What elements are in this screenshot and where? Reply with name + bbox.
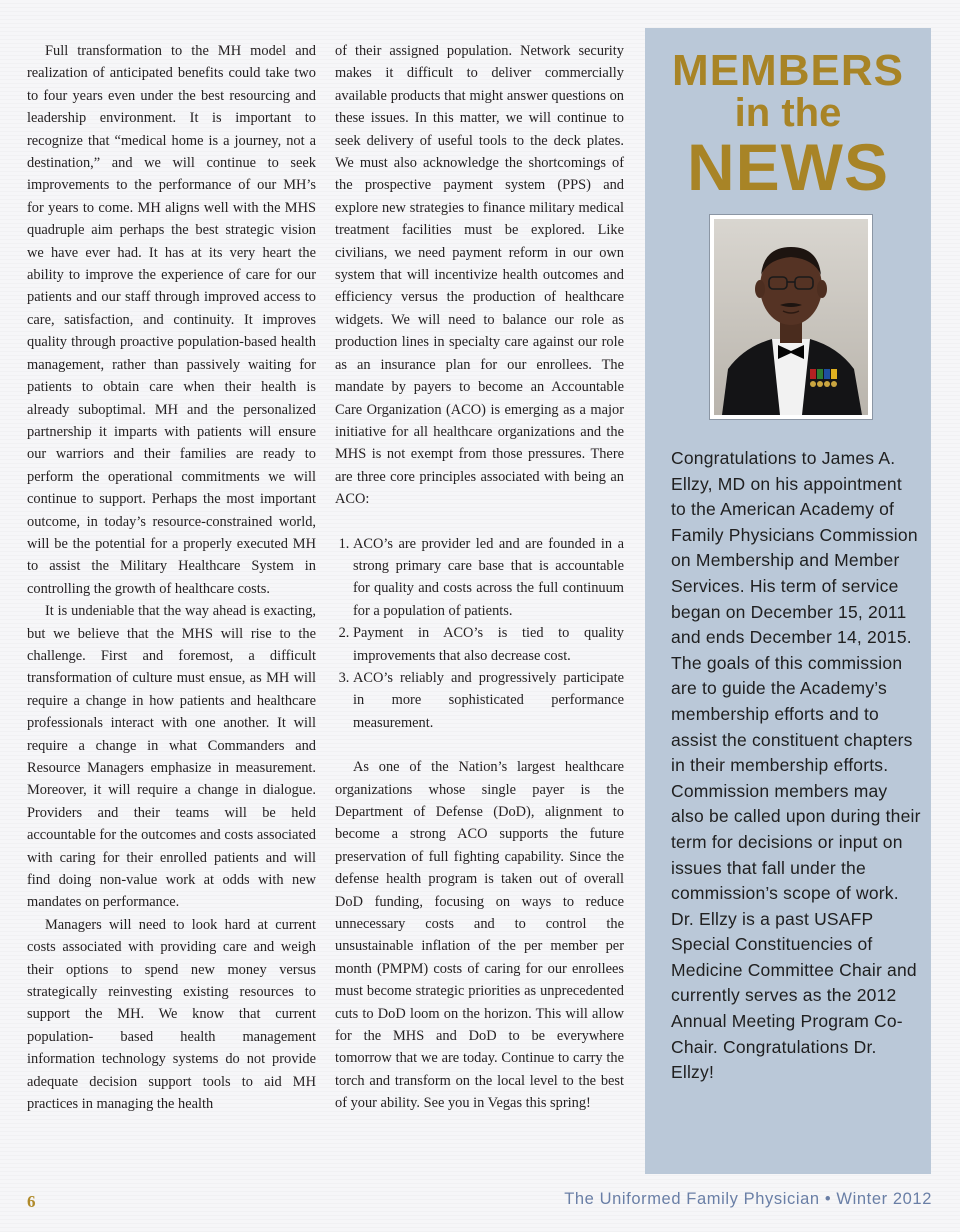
masthead-line-news: NEWS <box>687 130 889 204</box>
article-paragraph: As one of the Nation’s largest healthcare organizations whose single payer is the Department of Defense (DoD), alignment to become a strong ACO supports the future preservation of full fighting capability. Since the defense health program is taken out of overall DoD funding, focusing on ways to reduce unnecessary costs and to control the unsustainable inflation of the per member per month (PMPM) costs of caring for our enrollees must become strategic priorities as unprecedented cuts to DoD loom on the horizon. This will allow for the MHS and DoD to be everywhere tomorrow that we are today. Continue to carry the torch and transform on the local level to the best of your ability. See you in Vegas this spring! <box>335 759 624 1112</box>
masthead-line-in-the: in the <box>734 91 842 135</box>
article-paragraph: Full transformation to the MH model and realization of anticipated benefits could take two to four years even under the best resourcing and leadership environment. It is important to recognize that “medical home is a journey, not a destination,” and we will continue to seek improvements to the performance of our MH’s for years to come. MH aligns well with the MHS quadruple aim perhaps the best strategic vision we have ever had. It has at its very heart the ability to improve the experience of care for our patients and our staff through improved access to care, satisfaction, and continuity. It improves quality through proactive population-based health management, rather than passively waiting for patients to obtain care when their health is already suboptimal. MH and the personalized partnership it imparts with patients will ensure our warriors and their families are ready to perform the operational commitments we will continue to support. Perhaps the most important outcome, in today’s resource-constrained world, will be the potential for a properly executed MH to assist the Military Healthcare System in controlling the growth of healthcare costs. <box>27 43 316 597</box>
members-in-the-news-sidebar <box>645 28 931 1174</box>
list-item: 2. Payment in ACO’s is tied to quality improvements that also decrease cost. <box>353 622 624 667</box>
publication-footer: The Uniformed Family Physician • Winter 2012 <box>564 1190 932 1208</box>
article-column-2 <box>335 40 624 1115</box>
portrait-photo <box>709 214 873 420</box>
list-item: 3. ACO’s reliably and progressively participate in more sophisticated performance measurement. <box>353 667 624 734</box>
masthead-line-members: MEMBERS <box>672 46 904 95</box>
article-paragraph: It is undeniable that the way ahead is exacting, but we believe that the MHS will rise to the challenge. First and foremost, a difficult transformation of culture must ensue, as MH will require a change in how patients and healthcare professionals interact with one another. It will require a change in what Commanders and Resource Managers emphasize in measurement. Moreover, it will require a change in dialogue. Providers and their teams will be held accountable for the outcomes and costs associated with caring for their enrolled patients and will find doing non-value work at odds with new mandates on performance. <box>27 603 316 911</box>
paragraph-spacer <box>335 734 624 756</box>
aco-principles-list <box>335 533 624 735</box>
article-paragraph: of their assigned population. Network security makes it difficult to deliver commercially available products that might answer questions on these issues. In this matter, we will continue to seek delivery of useful tools to the deck plates. We must also acknowledge the shortcomings of the prospective payment system (PPS) and explore new strategies to finance military medical treatment facilities must be explored. Like civilians, we need payment reform in our own system that will incentivize health outcomes and efficiency versus the production of healthcare widgets. We will need to balance our role as production lines in specialty care against our role as an insurance plan for our enrollees. The mandate by payers to become an Accountable Care Organization (ACO) is emerging as a major initiative for all healthcare organizations and the MHS is not exempt from those pressures. There are three core principles associated with being an ACO: <box>335 43 624 508</box>
list-item: 1. ACO’s are provider led and are founded in a strong primary care base that is accountable for quality and costs across the full continuum for a population of patients. <box>353 533 624 623</box>
page-number: 6 <box>27 1192 36 1211</box>
paragraph-spacer <box>335 511 624 533</box>
article-column-1 <box>27 40 316 1116</box>
portrait-illustration <box>714 219 868 415</box>
sidebar-announcement: Congratulations to James A. Ellzy, MD on his appointment to the American Academy of Family Physicians Commission on Membership and Member Services. His term of service began on December 15, 2011 and ends December 14, 2015. The goals of this commission are to guide the Academy’s membership efforts and to assist the constituent chapters in their membership efforts. Commission members may also be called upon during their term for decisions or input on issues that fall under the commission’s scope of work. Dr. Ellzy is a past USAFP Special Constituencies of Medicine Committee Chair and currently serves as the 2012 Annual Meeting Program Co-Chair. Congratulations Dr. Ellzy! <box>671 448 921 1083</box>
article-paragraph: Managers will need to look hard at current costs associated with providing care and weigh their options to spend new money versus strategically reinvesting existing resources to support the MH. We know that current population- based health management information technology systems do not provide adequate decision support tools to aid MH practices in managing the health <box>27 916 316 1113</box>
